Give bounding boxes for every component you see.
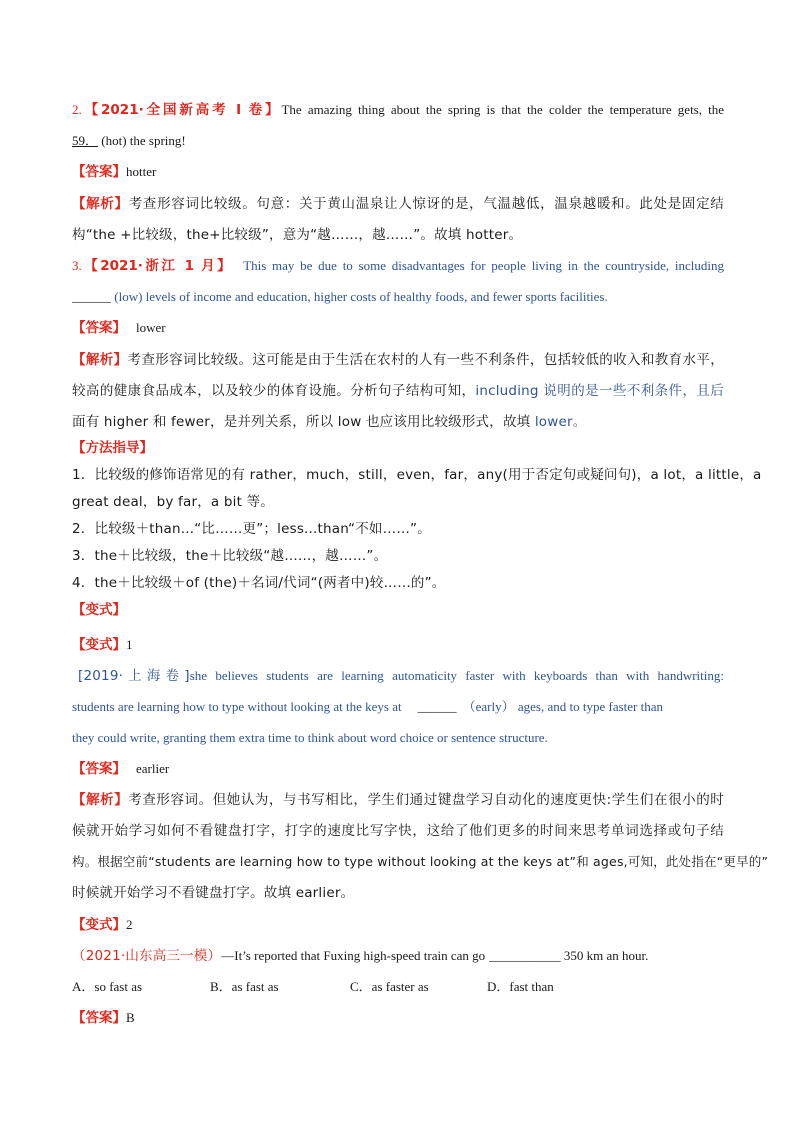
v2-stem-text: —It’s reported that Fuxing high-speed train can go — [221, 948, 486, 963]
q2-analysis-line-1 — [72, 194, 724, 214]
v1-answer — [72, 759, 724, 779]
q3-analysis-line-2 — [72, 381, 724, 401]
analysis-tag: 【解析】 — [72, 352, 128, 368]
v1-source: [2019·上海卷] — [78, 668, 190, 684]
v1-stem-text-2b: （early） ages, and to type faster than — [462, 699, 663, 714]
v2-heading — [72, 915, 724, 935]
q2-number: 2. — [72, 102, 82, 117]
v1-analysis-text-1: 考查形容词。但她认为，与书写相比，学生们通过键盘学习自动化的速度更快:学生们在很小的时 — [128, 792, 724, 808]
v1-tag: 【变式】 — [72, 637, 126, 653]
v2-answer — [72, 1008, 724, 1028]
method-item-4: 4．the＋比较级＋of (the)＋名词/代词“(两者中)较……的”。 — [72, 575, 446, 591]
q2-analysis-text-1: 考查形容词比较级。句意：关于黄山温泉让人惊讶的是，气温越低，温泉越暖和。此处是固定结 — [128, 196, 724, 212]
method-item-1b: great deal，by far，a bit 等。 — [72, 494, 274, 510]
q2-stem-line-1 — [72, 100, 724, 120]
q3-answer-value: lower — [136, 320, 166, 335]
q3-analysis-line-3 — [72, 412, 724, 432]
q3-stem-line-2 — [72, 287, 724, 307]
q3-stem-line-1 — [72, 256, 724, 276]
answer-tag: 【答案】 — [72, 1010, 126, 1026]
v1-stem-text-1: she believes students are learning automaticity faster with keyboards than with handwriting: — [189, 668, 724, 683]
method-item-3: 3．the＋比较级，the＋比较级“越……，越……”。 — [72, 548, 388, 564]
q2-stem-line-2 — [72, 131, 724, 151]
v1-answer-value: earlier — [136, 761, 170, 776]
q3-stem-text: This may be due to some disadvantages for people living in the countryside, including — [243, 258, 725, 273]
q3-analysis-text-3a: 面有 higher 和 fewer，是并列关系，所以 low 也应该用比较级形式，故填 — [72, 414, 535, 430]
option-a: A．so fast as — [72, 979, 143, 994]
q2-blank: 59． — [72, 133, 99, 148]
q2-stem-rest: (hot) the spring! — [98, 133, 186, 148]
v2-answer-value: B — [126, 1010, 135, 1025]
v1-stem-line-3: they could write, granting them extra time to think about word choice or sentence structure. — [72, 730, 548, 745]
option-c: C．as faster as — [350, 979, 429, 994]
v2-number: 2 — [126, 917, 133, 932]
analysis-tag: 【解析】 — [72, 196, 129, 212]
analysis-tag: 【解析】 — [72, 792, 129, 808]
v2-source: （2021·山东高三一模） — [72, 948, 222, 964]
v2-blank: ___________ — [489, 948, 561, 963]
q3-source: 【2021·浙江 1 月】 — [81, 258, 234, 274]
q3-analysis-line-1 — [72, 350, 724, 370]
option-d: D．fast than — [487, 979, 554, 994]
v1-number: 1 — [126, 637, 133, 652]
q3-analysis-text-2a: 较高的健康食品成本，以及较少的体育设施。分析句子结构可知， — [72, 383, 476, 399]
v1-analysis-line-1 — [72, 790, 724, 810]
v1-analysis-line-2: 候就开始学习如何不看键盘打字，打字的速度比写字快，这给了他们更多的时间来思考单词选择或句子结 — [72, 823, 724, 839]
answer-tag: 【答案】 — [72, 320, 126, 336]
v2-stem — [72, 946, 724, 966]
option-b: B．as fast as — [210, 979, 279, 994]
v2-options — [72, 977, 724, 997]
v2-tag: 【变式】 — [72, 917, 126, 933]
method-item-1a: 1．比较级的修饰语常见的有 rather，much，still，even，far，any(用于否定句或疑问句)，a lot，a little，a — [72, 467, 762, 483]
method-item-2: 2．比较级＋than...“比……更”；less...than“不如……”。 — [72, 521, 431, 537]
q2-analysis-line-2: 构“the +比较级，the+比较级”，意为“越……，越……”。故填 hotter。 — [72, 227, 523, 243]
variant-heading — [72, 600, 724, 620]
v1-blank: ______ — [417, 699, 457, 714]
q3-stem-rest: (low) levels of income and education, higher costs of healthy foods, and fewer sports facilities. — [111, 289, 608, 304]
v1-analysis-line-4: 时候就开始学习不看键盘打字。故填 earlier。 — [72, 885, 355, 901]
v2-stem-rest: 350 km an hour. — [560, 948, 649, 963]
v1-heading — [72, 635, 724, 655]
q3-answer — [72, 318, 724, 338]
q2-source: 【2021·全国新高考 I 卷】 — [81, 102, 282, 118]
q2-stem-text: The amazing thing about the spring is that the colder the temperature gets, the — [281, 102, 725, 117]
q2-answer-value: hotter — [126, 164, 157, 179]
q3-analysis-text-3b: lower。 — [534, 414, 587, 430]
v1-analysis-line-3: 构。根据空前“students are learning how to type without looking at the keys at”和 ages,可知，此处指在“更早的” — [72, 854, 769, 869]
q3-blank: ______ — [72, 289, 111, 304]
v1-stem-text-2a: students are learning how to type without looking at the keys at — [72, 699, 402, 714]
q3-analysis-text-1: 考查形容词比较级。这可能是由于生活在农村的人有一些不利条件，包括较低的收入和教育水平， — [127, 352, 724, 368]
q2-answer — [72, 162, 724, 182]
method-tag: 【方法指导】 — [72, 440, 153, 456]
q3-number: 3. — [72, 258, 82, 273]
v1-stem-line-1 — [72, 666, 724, 686]
answer-tag: 【答案】 — [72, 761, 126, 777]
v1-stem-line-2 — [72, 697, 724, 717]
method-heading — [72, 438, 724, 458]
variant-tag: 【变式】 — [72, 602, 126, 618]
answer-tag: 【答案】 — [72, 164, 126, 180]
q3-analysis-text-2b: including 说明的是一些不利条件，且后 — [475, 383, 724, 399]
